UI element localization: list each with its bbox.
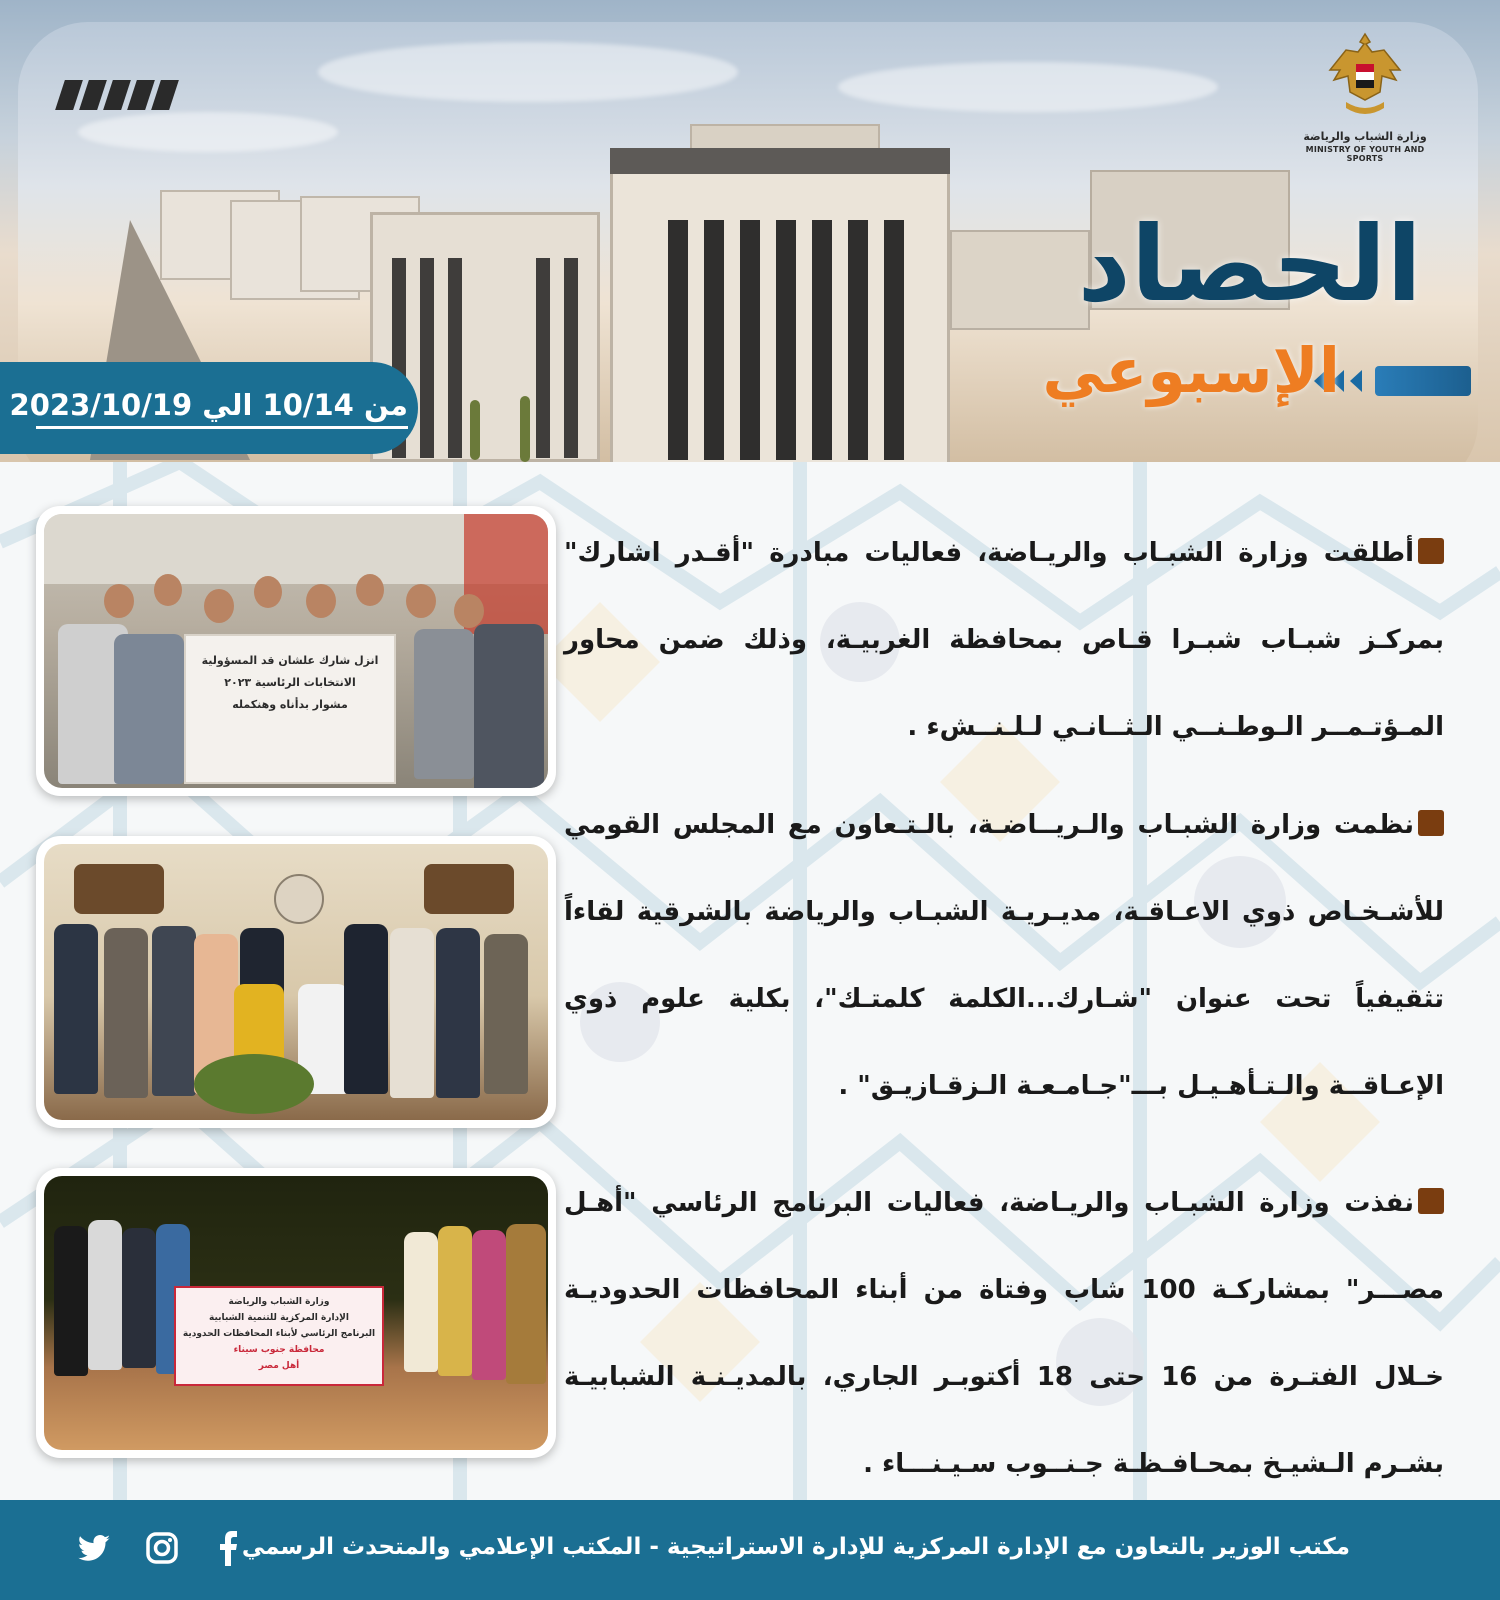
date-range: من 10/14 الي 2023/10/19	[36, 388, 408, 429]
photo-students-classroom	[44, 514, 548, 788]
news-item-1	[564, 510, 1444, 771]
photo-banner-1: انزل شارك علشان قد المسؤولية الانتخابات الرئاسية ٢٠٢٣ مشوار بدأناه وهنكمله	[184, 634, 396, 784]
header-banner	[0, 0, 1500, 462]
footer-bar	[0, 1500, 1500, 1600]
photo-card-3	[36, 1168, 556, 1458]
bullet-square-icon	[1418, 538, 1444, 564]
chevron-left-icon	[1350, 370, 1362, 392]
news-item-3	[564, 1160, 1444, 1500]
content-area	[0, 462, 1500, 1500]
footer-credits: مكتب الوزير بالتعاون مع الإدارة المركزية للإدارة الاستراتيجية - المكتب الإعلامي والمتحدث الرسمي	[241, 1534, 1350, 1560]
logo-name-english: MINISTRY OF YOUTH AND SPORTS	[1305, 145, 1425, 163]
arrow-bar-decoration	[1375, 366, 1471, 396]
bullet-square-icon	[1418, 1188, 1444, 1214]
twitter-icon[interactable]	[74, 1528, 114, 1568]
photo-card-1	[36, 506, 556, 796]
logo-name-arabic: وزارة الشباب والرياضة	[1303, 130, 1427, 143]
photo-ahl-misr-stage	[44, 1176, 548, 1450]
decorative-stripes	[60, 80, 174, 110]
news-item-2-text: نظمت وزارة الشبـاب والـريــاضـة، بالـتـعاون مع المجلس القومي للأشـخـاص ذوي الاعـاقـة، مديـريـة الشبـاب والرياضة بالشرقية لقاءاً تثقيفياً تحت عنوان "شـارك...الكلمة كلمتـك"، بكلية علوم ذوي الإعـاقــة والـتـأهـيـل بـــ"جـامـعـة الـزقـازيـق" .	[564, 810, 1444, 1101]
photo-group-meeting	[44, 844, 548, 1120]
news-item-2	[564, 782, 1444, 1130]
photo-banner-3: وزارة الشباب والرياضة الإدارة المركزية للتنمية الشبابية البرنامج الرئاسي لأبناء المحافظات الحدودية محافظة جنوب سيناء أهل مصر	[174, 1286, 384, 1386]
title-harvest: الحصاد	[1077, 203, 1422, 325]
bullet-square-icon	[1418, 810, 1444, 836]
news-item-1-text: أطلقت وزارة الشبـاب والريـاضة، فعاليات مبادرة "أقـدر اشارك" بمركـز شبـاب شبـرا قـاص بمحافظة الغربيـة، وذلك ضمن محاور المـؤتـمــر الـوطـنــي الـثــانـي لـلـنــشء .	[564, 538, 1444, 742]
instagram-icon[interactable]	[142, 1528, 182, 1568]
facebook-icon[interactable]	[208, 1528, 248, 1568]
ministry-logo	[1300, 30, 1430, 163]
photo-card-2	[36, 836, 556, 1128]
title-weekly: الإسبوعي	[1042, 334, 1340, 407]
news-item-3-text: نفذت وزارة الشبـاب والريـاضة، فعاليات البرنامج الرئاسي "أهـل مصـــر" بمشاركـة 100 شاب وفتاة من أبناء المحافظات الحدوديـة خـلال الفتـرة من 16 حتى 18 أكتوبـر الجاري، بالمديـنـة الشبابيـة بشـرم الـشيـخ بمحـافـظـة جـنــوب سـيـنـــاء .	[564, 1188, 1444, 1479]
eagle-emblem-icon	[1326, 30, 1404, 122]
